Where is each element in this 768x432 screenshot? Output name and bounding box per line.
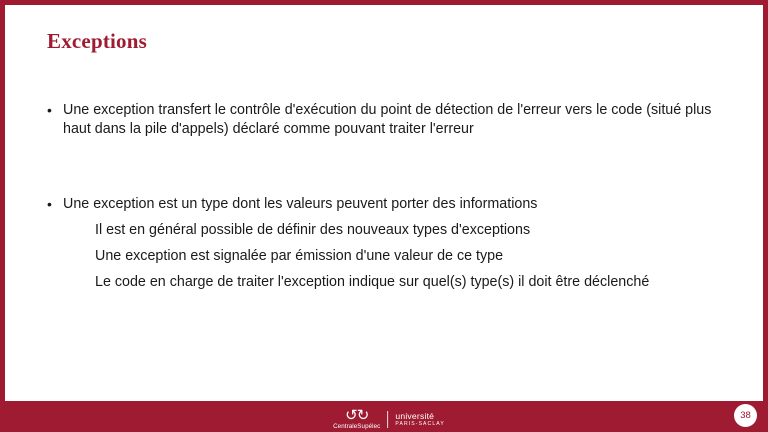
list-item: Le code en charge de traiter l'exception indique sur quel(s) type(s) il doit être déclenché [95, 274, 650, 290]
page-number-badge: 38 [734, 404, 757, 427]
centralesupelec-logo [333, 406, 381, 430]
paris-saclay-label: PARIS-SACLAY [395, 421, 445, 428]
centralesupelec-wordmark: CentraleSupélec [333, 422, 381, 430]
spacer [47, 214, 737, 221]
universite-paris-saclay-logo [395, 412, 445, 428]
centralesupelec-mark-icon: ↺↻ [345, 406, 369, 424]
list-item: Il est en général possible de définir des nouveaux types d'exceptions [95, 222, 531, 238]
page-title: Exceptions [47, 29, 148, 53]
list-item: • Une exception transfert le contrôle d'exécution du point de détection de l'erreur vers le code (situé plus haut dans la pile d'appels) déclaré comme pouvant traiter l'erreur [47, 101, 737, 139]
spacer [47, 266, 737, 273]
list-item: Une exception est signalée par émission d'une valeur de ce type [95, 248, 504, 264]
spacer [47, 240, 737, 247]
spacer [47, 139, 737, 195]
slide-body [47, 101, 737, 292]
universite-label: université [395, 410, 435, 421]
list-item: • Une exception est un type dont les valeurs peuvent porter des informations [47, 195, 737, 214]
logo-centralesupelec-paris-saclay [333, 406, 445, 430]
logo-divider [387, 411, 388, 428]
footer-bar [5, 401, 768, 432]
